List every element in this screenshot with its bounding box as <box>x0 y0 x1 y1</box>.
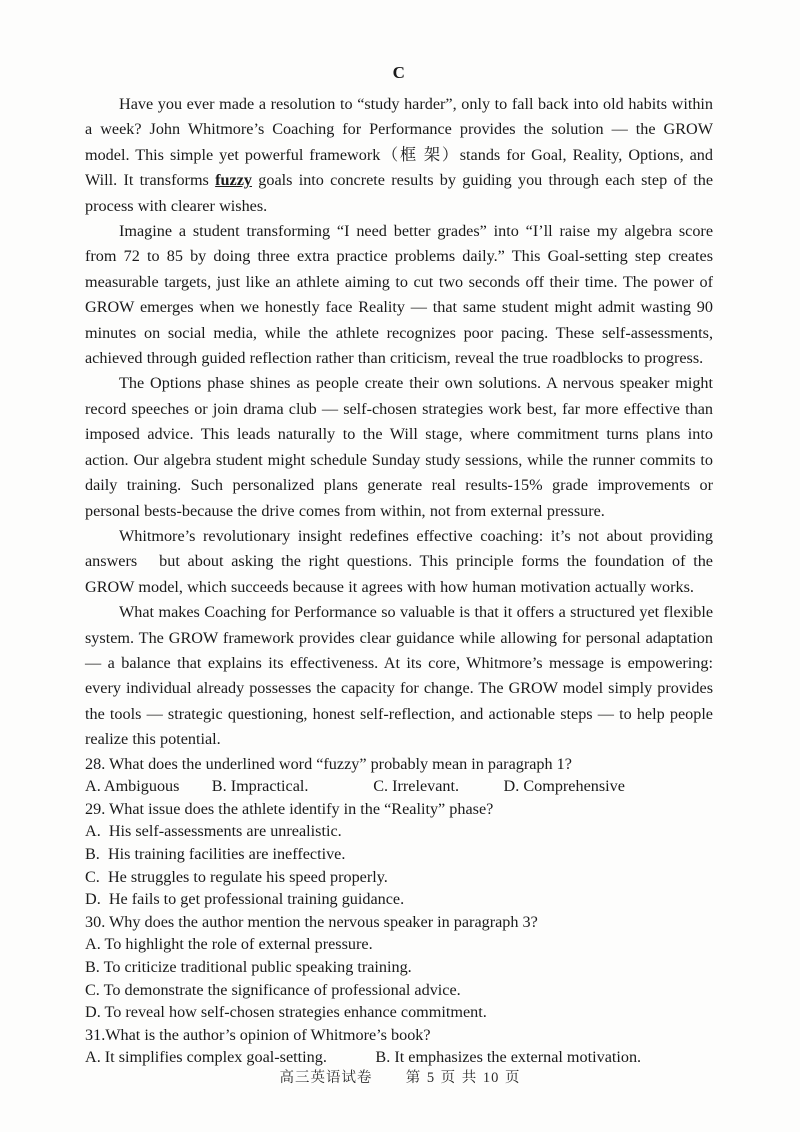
paragraph-4 <box>85 524 713 600</box>
underlined-word-fuzzy: fuzzy <box>215 171 252 190</box>
question-29-stem: 29. What issue does the athlete identify in the “Reality” phase? <box>85 799 494 818</box>
paragraph-4-part2: but about asking the right questions. This principle forms the foundation of the GROW model, which succeeds because it agrees with how human motivation actually works. <box>85 552 713 596</box>
question-30-option-d[interactable]: D. To reveal how self-chosen strategies enhance commitment. <box>85 1003 487 1022</box>
question-30-stem: 30. Why does the author mention the nervous speaker in paragraph 3? <box>85 912 538 931</box>
footer-total-pages: 10 <box>482 1070 500 1086</box>
paragraph-1 <box>85 92 713 219</box>
footer-page-number: 5 <box>426 1070 436 1086</box>
question-30-option-a[interactable]: A. To highlight the role of external pressure. <box>85 935 373 954</box>
paragraph-1-text-after-bold: goals into concrete results by guiding you through each step of the process with clearer wishes. <box>85 171 713 215</box>
question-29-option-a[interactable]: A. His self-assessments are unrealistic. <box>85 822 342 841</box>
paragraph-3: The Options phase shines as people create their own solutions. A nervous speaker might record speeches or join drama club — self-chosen strategies work best, far more effective than imposed advice. This leads naturally to the Will stage, where commitment turns plans into action. Our algebra student might schedule Sunday study sessions, while the runner commits to daily training. Such personalized plans generate real results-15% grade improvements or personal bests-because the drive comes from within, not from external pressure. <box>85 374 713 520</box>
question-30-option-c[interactable]: C. To demonstrate the significance of professional advice. <box>85 980 461 999</box>
footer-page-prefix: 第 <box>405 1070 422 1086</box>
paragraph-1-text-before-bold: Have you ever made a resolution to “study harder”, only to fall back into old habits within a week? John Whitmore’s Coaching for Performance provides the solution — the GROW model. This simple yet powerful framework（框 架）stands for Goal, Reality, Options, and Will. It transforms <box>85 95 713 190</box>
question-28-stem: 28. What does the underlined word “fuzzy” probably mean in paragraph 1? <box>85 754 572 773</box>
paragraph-2: Imagine a student transforming “I need better grades” into “I’ll raise my algebra score from 72 to 85 by doing three extra practice problems daily.” This Goal-setting step creates measurable targets, just like an athlete aiming to cut two seconds off their time. The power of GROW emerges when we honestly face Reality — that same student might admit wasting 90 minutes on social media, while the athlete recognizes poor pacing. These self-assessments, achieved through guided reflection rather than criticism, reveal the true roadblocks to progress. <box>85 222 713 368</box>
question-31-options[interactable]: A. It simplifies complex goal-setting. B. It emphasizes the external motivation. <box>85 1048 642 1067</box>
footer-page-middle: 页 共 <box>440 1070 478 1086</box>
paragraph-4-part1: Whitmore’s revolutionary insight redefines effective coaching: it’s not about providing answers <box>85 526 713 571</box>
questions-block <box>85 753 713 1069</box>
page-footer <box>0 1066 800 1087</box>
paragraph-5: What makes Coaching for Performance so valuable is that it offers a structured yet flexible system. The GROW framework provides clear guidance while allowing for personal adaptation — a balance that explains its effectiveness. At its core, Whitmore’s message is empowering: every individual already possesses the capacity for change. The GROW model simply provides the tools — strategic questioning, honest self-reflection, and actionable steps — to help people realize this potential. <box>85 603 713 749</box>
document-body <box>85 0 713 1069</box>
section-title: C <box>392 63 406 82</box>
question-31-stem: 31.What is the author’s opinion of Whitmore’s book? <box>85 1025 431 1044</box>
question-30-option-b[interactable]: B. To criticize traditional public speaking training. <box>85 957 412 976</box>
question-28-options[interactable]: A. Ambiguous B. Impractical. C. Irrelevant. D. Comprehensive <box>85 777 625 796</box>
footer-page-suffix: 页 <box>505 1070 521 1086</box>
question-29-option-b[interactable]: B. His training facilities are ineffective. <box>85 844 346 863</box>
question-29-option-d[interactable]: D. He fails to get professional training guidance. <box>85 890 405 909</box>
question-29-option-c[interactable]: C. He struggles to regulate his speed properly. <box>85 867 388 886</box>
footer-exam-name: 高三英语试卷 <box>279 1070 373 1086</box>
